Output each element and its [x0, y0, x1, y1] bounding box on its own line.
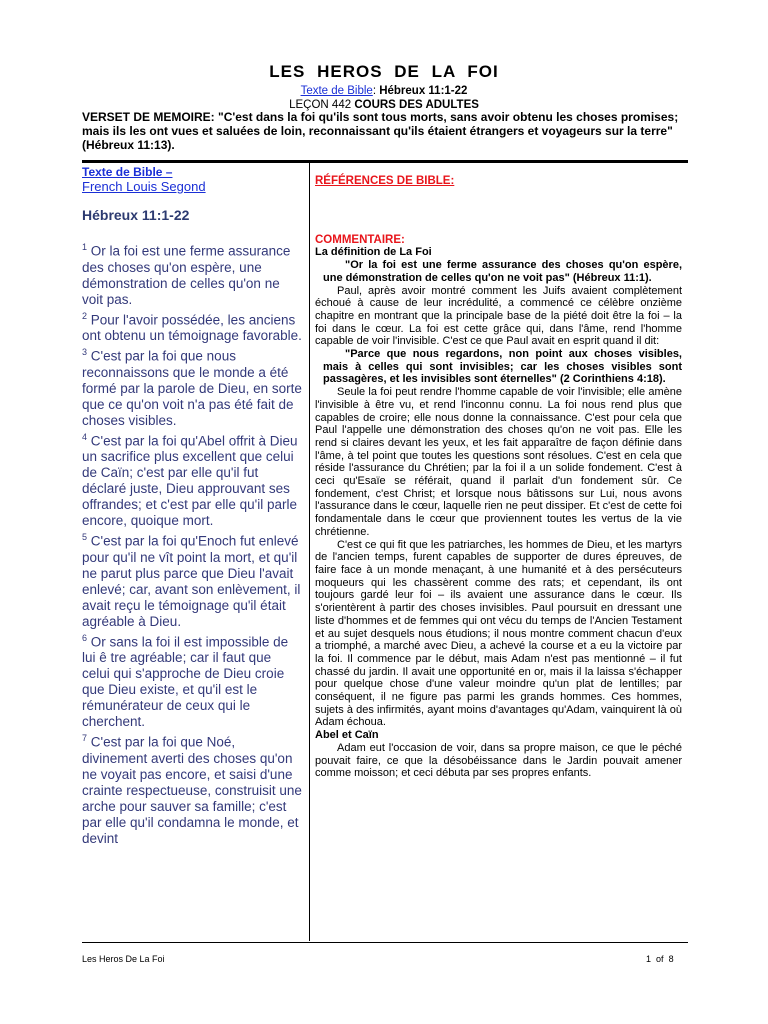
scripture-quote: "Or la foi est une ferme assurance des choses qu'on espère, une démonstration de celles qu'on ne voit pas" (Hébreux 11:1). — [323, 259, 682, 284]
verse-list — [82, 239, 302, 847]
commentary-paragraph: C'est ce qui fit que les patriarches, les hommes de Dieu, et les martyrs de l'ancien temps, furent capables de supporter de dures épreuves, de faire face à un monde menaçant, à une humanité et à des persécuteurs moqueurs qui les chassèrent comme des rats; et cependant, ils ont toujours gardé leur foi – ils avaient une assurance dans le cœur. Ils s'orientèrent à partir des choses invisibles. Paul poursuit en dressant une liste d'hommes et de femmes qui ont vécu du temps de l'Ancien Testament et au sujet desquels nous étudions; il nous montre comment chacun d'eux a triomphé, a marché avec Dieu, a achevé la course et a eu la victoire par la foi. Il commence par le début, mais Adam n'est pas mentionné – il fut chassé du jardin. Il avait une opportunité en or, mais il la laissa s'échapper pour quelque chose d'une valeur moindre qu'un plat de lentilles; par conséquent, il ne figure pas parmi les grands hommes. Ces hommes, sujets à des infirmités, ayant moins d'avantages qu'Adam, vainquirent là où Adam échoua. — [315, 538, 682, 729]
verse: $^4$ C'est par la foi qu'Abel offrit à Dieu un sacrifice plus excellent que celui de Caïn; c'est par elle qu'il fut déclaré juste, Dieu approuvant ses offrandes; et c'est par elle qu'il parle encore, quoique mort. — [82, 431, 298, 528]
commentary-heading: COMMENTAIRE: — [315, 233, 405, 246]
page-title: LES HEROS DE LA FOI — [269, 62, 499, 81]
references-heading: RÉFÉRENCES DE BIBLE: — [315, 175, 455, 187]
passage-reference: Hébreux 11:1-22 — [379, 85, 468, 97]
text-reference-line: Texte de Bible: Hébreux 11:1-22 — [300, 85, 468, 97]
course-name: COURS DES ADULTES — [354, 99, 479, 111]
bible-text-link-left[interactable]: Texte de Bible – — [82, 165, 173, 179]
footer-page-number: 1 of 8 — [646, 954, 674, 964]
verse: $^7$ C'est par la foi que Noé, divinement averti des choses qu'on ne voyait pas encore, et saisi d'une crainte respectueuse, construisit une arche pour sauver sa famille; c'est par elle qu'il condamna le monde, et devint — [82, 733, 302, 846]
section-title: La définition de La Foi — [315, 246, 432, 259]
left-column — [82, 165, 302, 847]
scripture-quote: "Parce que nous regardons, non point aux choses visibles, mais à celles qui sont invisibles; car les choses visibles sont passagères, et les invisibles sont éternelles" (2 Corinthiens 4:18). — [323, 348, 682, 386]
memory-verse: VERSET DE MEMOIRE: "C'est dans la foi qu'ils sont tous morts, sans avoir obtenu les choses promises; mais ils les ont vues et saluées de loin, reconnaissant qu'ils étaient étrangers et voyageurs sur la terre" (Hébreux 11:13). — [82, 110, 679, 152]
verse: $^6$ Or sans la foi il est impossible de lui ê tre agréable; car il faut que celui qui s'approche de Dieu croie que Dieu existe, et qu'il est le rémunérateur de ceux qui le cherchent. — [82, 632, 289, 729]
section-title: Abel et Caïn — [315, 729, 379, 742]
footer-divider — [82, 942, 688, 943]
lesson-number: 442 — [331, 99, 352, 111]
verse: $^2$ Pour l'avoir possédée, les anciens ont obtenu un témoignage favorable. — [82, 310, 302, 343]
commentary-paragraph: Paul, après avoir montré comment les Juifs avaient complètement échoué à cause de leur incrédulité, a commencé ce célèbre onzième chapitre en montrant que la principale base de la piété doit être la foi – la foi dans le cœur. La foi est cette grâce qui, dans l'âme, rend l'homme capable de voir l'invisible. C'est ce que Paul avait en esprit quand il dit: — [315, 284, 682, 348]
commentary-paragraph: Adam eut l'occasion de voir, dans sa propre maison, ce que le péché pouvait faire, ce que la désobéissance dans le Jardin pouvait amener comme moisson; et ceci débuta par ses propres enfants. — [315, 741, 682, 780]
bible-version-link[interactable]: French Louis Segond — [82, 179, 206, 194]
verse: $^3$ C'est par la foi que nous reconnaissons que le monde a été formé par la parole de Dieu, en sorte que ce qu'on voit n'a pas été fait de choses visibles. — [82, 347, 302, 428]
column-divider — [309, 163, 310, 941]
verse: $^1$ Or la foi est une ferme assurance des choses qu'on espère, une démonstration de celles qu'on ne voit pas. — [82, 242, 291, 307]
lesson-label: LEÇON — [289, 99, 329, 111]
footer-document-name: Les Heros De La Foi — [82, 954, 165, 964]
bible-text-link[interactable]: Texte de Bible — [300, 85, 373, 97]
right-column — [315, 175, 682, 780]
header-divider — [82, 160, 688, 163]
verse: $^5$ C'est par la foi qu'Enoch fut enlevé pour qu'il ne vît point la mort, et qu'il ne parut plus parce que Dieu l'avait enlevé; car, avant son enlèvement, il avait reçu le témoignage qu'il était agréable à Dieu. — [82, 532, 301, 629]
commentary-paragraph: Seule la foi peut rendre l'homme capable de voir l'invisible; elle amène l'invisible à être vu, et rend l'inconnu connu. La foi nous rend plus que capables de croire; elle nous donne la connaissance. C'est pour cela que Paul l'appelle une démonstration des choses qu'on ne voit pas. Elle les rend si claires devant les yeux, et les fait apparaître de façon définie dans l'âme, à tel point que toutes les questions sont résolues. C'est en cela que réside l'assurance du Chrétien; par la foi il a un solide fondement. C'est à ceci qu'Esaïe se référait, quand il parlait d'un fondement sûr. Ce fondement, c'est Christ; et lorsque nous bâtissons sur Lui, nous avons l'assurance dans le cœur, laquelle rien ne peut dissiper. Et c'est de cette foi fondamentale dans le cœur que proviennent toutes les vertus de la vie chrétienne. — [315, 386, 682, 538]
passage-heading: Hébreux 11:1-22 — [82, 207, 190, 223]
